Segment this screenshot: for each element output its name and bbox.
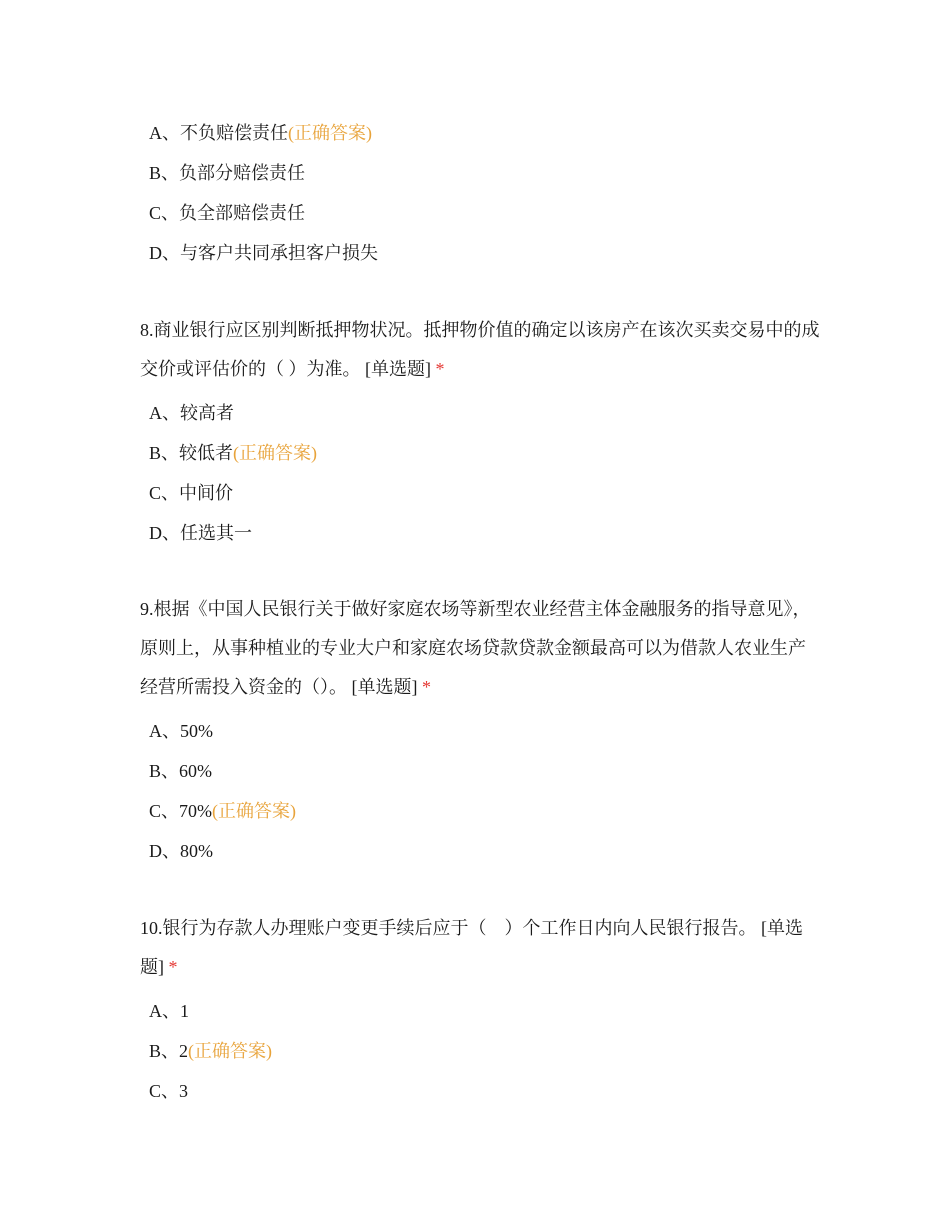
q7-option-a (149, 121, 372, 145)
option-label: B、较低者 (149, 443, 234, 463)
q8-option-b (149, 441, 317, 465)
q8-option-c (149, 481, 233, 505)
option-label: B、60% (149, 761, 212, 781)
option-label: A、较高者 (149, 403, 234, 423)
question-text: 9.根据《中国人民银行关于做好家庭农场等新型农业经营主体金融服务的指导意见》，原则上，从事种植业的专业大户和家庭农场贷款贷款金额最高可以为借款人农业生产经营所需投入资金的（）。 [单选题] (140, 599, 811, 697)
correct-answer-marker: (正确答案) (288, 123, 372, 143)
q7-option-b (149, 161, 305, 185)
question-text: 10.银行为存款人办理账户变更手续后应于（ ）个工作日内向人民银行报告。 [单选题] (140, 918, 803, 977)
correct-answer-marker: (正确答案) (188, 1041, 273, 1061)
q9-option-c (149, 799, 296, 823)
correct-answer-marker: (正确答案) (233, 443, 318, 463)
q10-option-b (149, 1039, 272, 1063)
q8-question-text (140, 311, 820, 389)
q9-option-a (149, 719, 213, 743)
option-label: B、2 (149, 1041, 189, 1061)
option-label: A、不负赔偿责任 (149, 123, 288, 143)
required-star: * (435, 359, 445, 379)
q9-option-d (149, 839, 213, 863)
question-text: 8.商业银行应区别判断抵押物状况。抵押物价值的确定以该房产在该次买卖交易中的成交价或评估价的（ ）为准。 [单选题] (140, 320, 820, 379)
q10-question-text (140, 909, 820, 987)
q7-option-c (149, 201, 305, 225)
q10-option-c (149, 1079, 188, 1103)
option-label: D、80% (149, 841, 213, 861)
option-label: A、50% (149, 721, 213, 741)
q7-option-d (149, 241, 378, 265)
q10-option-a (149, 999, 189, 1023)
option-label: D、任选其一 (149, 523, 252, 543)
q9-question-text (140, 590, 820, 707)
option-label: B、负部分赔偿责任 (149, 163, 306, 183)
required-star: * (422, 677, 431, 697)
option-label: C、3 (149, 1081, 189, 1101)
q8-option-d (149, 521, 252, 545)
q9-option-b (149, 759, 212, 783)
correct-answer-marker: (正确答案) (212, 801, 296, 821)
option-label: C、中间价 (149, 483, 234, 503)
option-label: C、70% (149, 801, 212, 821)
option-label: A、1 (149, 1001, 189, 1021)
option-label: D、与客户共同承担客户损失 (149, 243, 378, 263)
required-star: * (168, 957, 178, 977)
q8-option-a (149, 401, 234, 425)
option-label: C、负全部赔偿责任 (149, 203, 306, 223)
